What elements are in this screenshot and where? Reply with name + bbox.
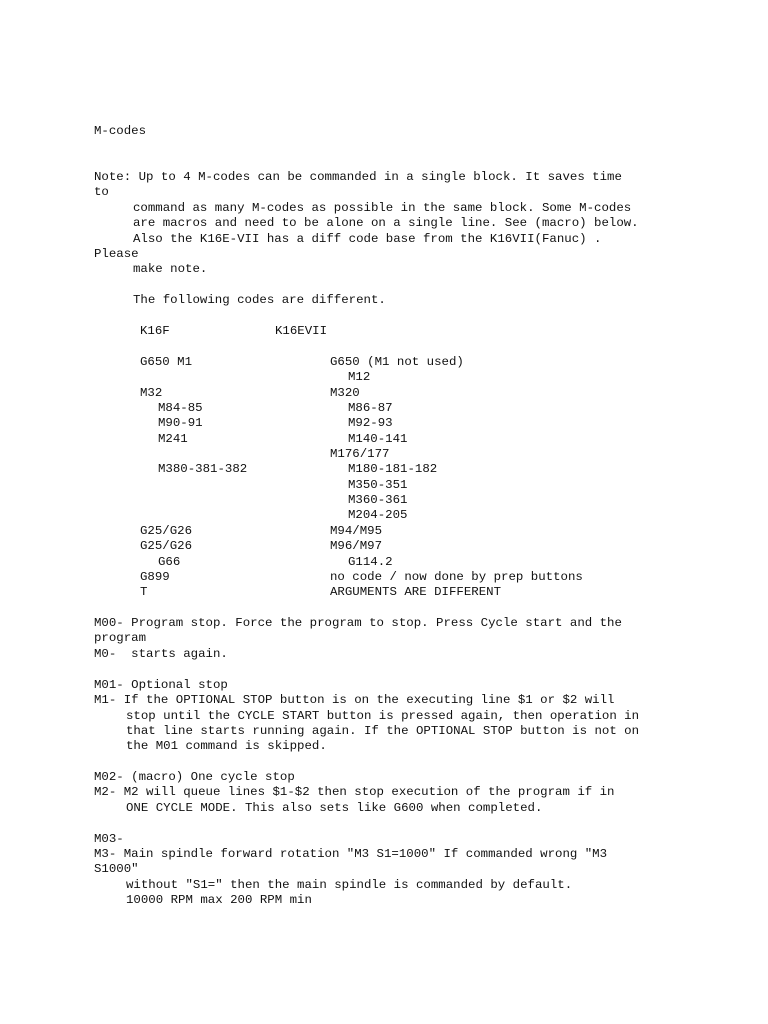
m01-line: M01- Optional stop: [94, 678, 228, 692]
code-cell: M140-141: [348, 432, 408, 446]
m01-line: the M01 command is skipped.: [126, 739, 327, 753]
note-line: Please: [94, 247, 139, 261]
code-cell: T: [140, 585, 148, 599]
m03-line: M03-: [94, 832, 124, 846]
code-cell: M84-85: [158, 401, 203, 415]
code-cell: ARGUMENTS ARE DIFFERENT: [330, 585, 502, 599]
m02-line: M02- (macro) One cycle stop: [94, 770, 295, 784]
m00-line: M00- Program stop. Force the program to stop. Press Cycle start and the: [94, 616, 622, 630]
code-cell: G66: [158, 555, 181, 569]
m03-line: S1000": [94, 862, 139, 876]
code-cell: M90-91: [158, 416, 203, 430]
note-line: command as many M-codes as possible in the same block. Some M-codes: [133, 201, 632, 215]
code-cell: G114.2: [348, 555, 393, 569]
m01-line: M1- If the OPTIONAL STOP button is on the executing line $1 or $2 will: [94, 693, 615, 707]
note-line: Note: Up to 4 M-codes can be commanded in a single block. It saves time: [94, 170, 622, 184]
m00-line: program: [94, 631, 147, 645]
note-line: The following codes are different.: [133, 293, 386, 307]
m02-line: ONE CYCLE MODE. This also sets like G600 when completed.: [126, 801, 543, 815]
code-cell: M380-381-382: [158, 462, 248, 476]
m01-line: that line starts running again. If the OPTIONAL STOP button is not on: [126, 724, 640, 738]
m00-line: M0- starts again.: [94, 647, 228, 661]
note-line: make note.: [133, 262, 208, 276]
note-line: to: [94, 185, 109, 199]
m03-line: without "S1=" then the main spindle is commanded by default.: [126, 878, 573, 892]
m03-line: 10000 RPM max 200 RPM min: [126, 893, 312, 907]
code-cell: M204-205: [348, 508, 408, 522]
code-cell: G25/G26: [140, 539, 193, 553]
code-cell: M350-351: [348, 478, 408, 492]
code-cell: G650 (M1 not used): [330, 355, 464, 369]
note-line: are macros and need to be alone on a single line. See (macro) below.: [133, 216, 639, 230]
m01-line: stop until the CYCLE START button is pressed again, then operation in: [126, 709, 640, 723]
m03-line: M3- Main spindle forward rotation "M3 S1=1000" If commanded wrong "M3: [94, 847, 608, 861]
m02-line: M2- M2 will queue lines $1-$2 then stop execution of the program if in: [94, 785, 615, 799]
code-cell: G899: [140, 570, 170, 584]
code-cell: M360-361: [348, 493, 408, 507]
code-cell: M96/M97: [330, 539, 383, 553]
doc-heading: M-codes: [94, 124, 147, 138]
code-cell: M320: [330, 386, 360, 400]
code-cell: M94/M95: [330, 524, 383, 538]
code-cell: M86-87: [348, 401, 393, 415]
column-header-k16evii: K16EVII: [275, 324, 328, 338]
code-cell: M92-93: [348, 416, 393, 430]
note-line: Also the K16E-VII has a diff code base from the K16VII(Fanuc) .: [133, 232, 602, 246]
code-cell: G25/G26: [140, 524, 193, 538]
code-cell: M32: [140, 386, 163, 400]
code-cell: no code / now done by prep buttons: [330, 570, 583, 584]
code-cell: M176/177: [330, 447, 390, 461]
code-cell: G650 M1: [140, 355, 193, 369]
code-cell: M241: [158, 432, 188, 446]
code-cell: M12: [348, 370, 371, 384]
column-header-k16f: K16F: [140, 324, 170, 338]
code-cell: M180-181-182: [348, 462, 438, 476]
